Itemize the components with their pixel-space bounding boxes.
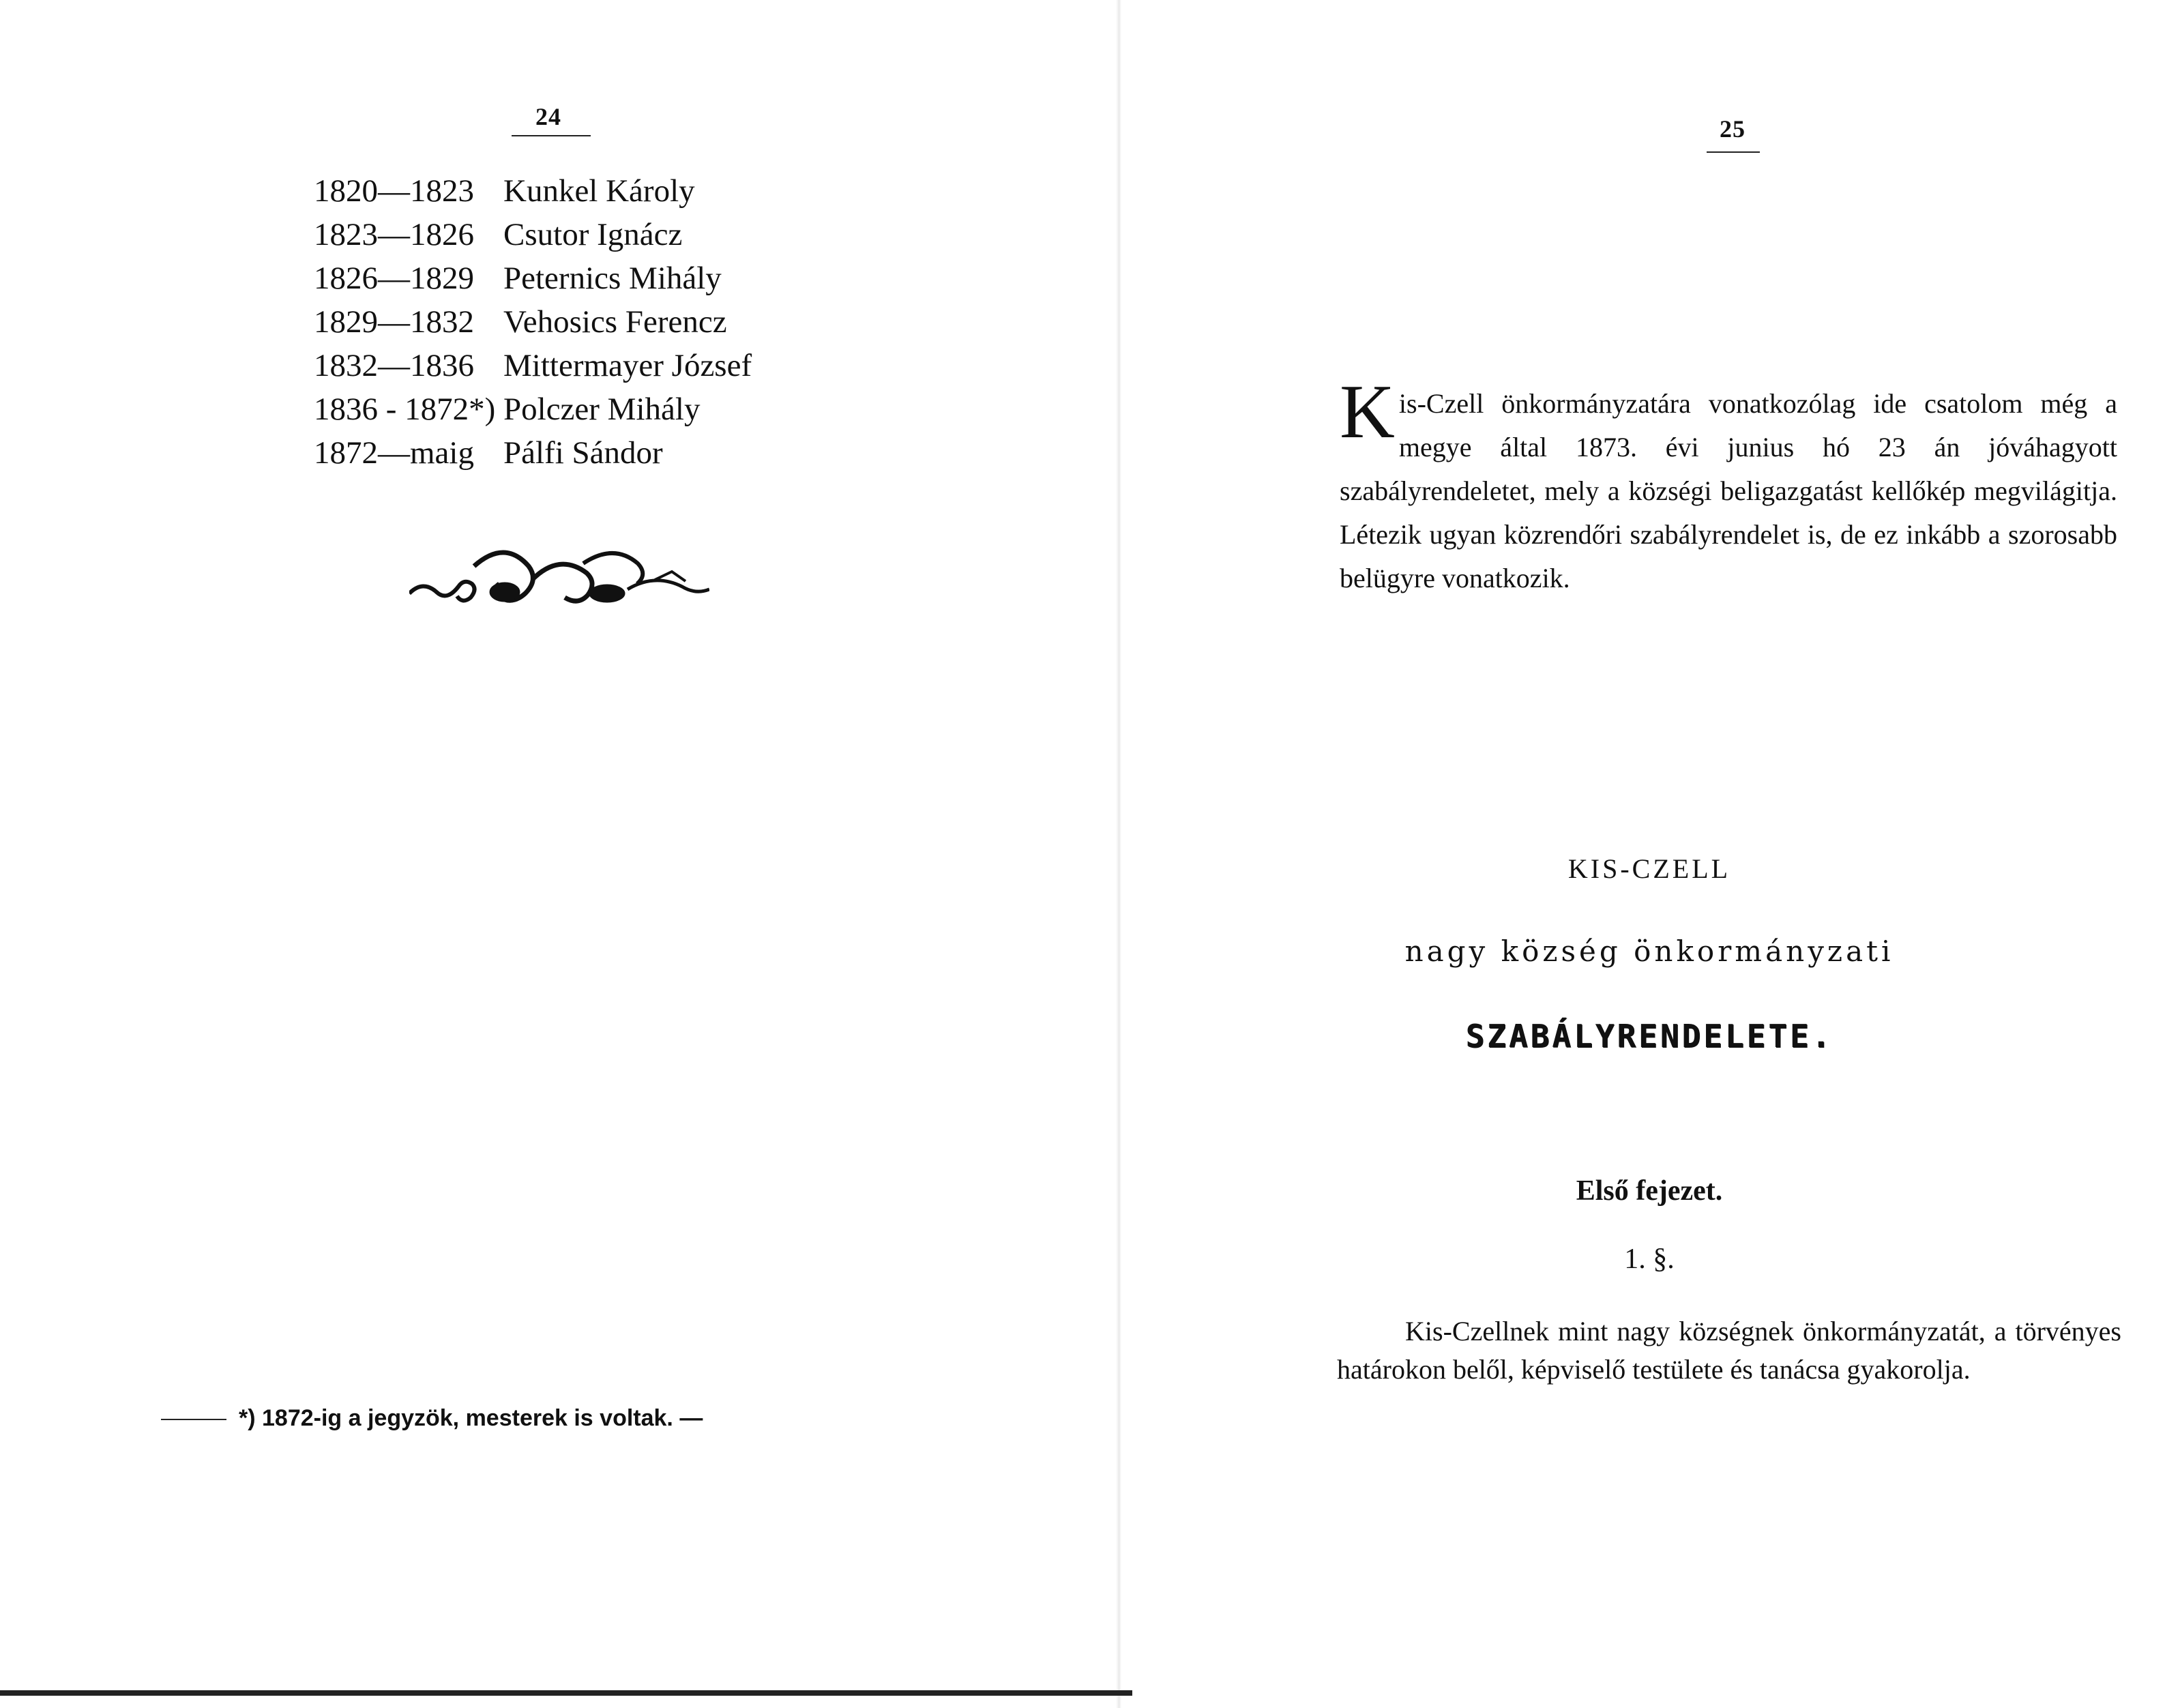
drop-cap: K <box>1340 370 1395 454</box>
term-years: 1829—1832 <box>314 304 474 340</box>
official-name: Kunkel Károly <box>503 173 695 209</box>
term-years: 1823—1826 <box>314 217 474 252</box>
footnote-text: *) 1872-ig a jegyzök, mesterek is voltak. — <box>239 1405 703 1431</box>
official-name: Csutor Ignácz <box>503 217 683 252</box>
page-number: 24 <box>535 103 561 130</box>
page-number-rule <box>1707 151 1760 153</box>
list-item <box>314 213 752 256</box>
chapter-heading: Első fejezet. <box>1576 1175 1723 1207</box>
term-years: 1872—maig <box>314 435 474 471</box>
heading-subtitle: nagy község önkormányzati <box>1404 934 1894 968</box>
term-years: 1832—1836 <box>314 348 474 383</box>
official-name: Vehosics Ferencz <box>503 304 727 340</box>
section-number: 1. §. <box>1624 1243 1675 1275</box>
intro-paragraph <box>1340 370 2117 600</box>
list-item <box>314 387 752 431</box>
list-item <box>314 431 752 475</box>
intro-text: is-Czell önkormányzatára vonatkozólag ide csatolom még a megye által 1873. évi junius hó 23 án jóváhagyott szabályrendeletet, mely a községi beligazgatást kellőkép megvilágitja. Létezik ugyan közrendőri szabályrendelet is, de ez inkább a szorosabb belügyre vonatkozik. <box>1340 388 2117 593</box>
official-name: Peternics Mihály <box>503 261 722 296</box>
list-item <box>314 169 752 213</box>
official-name: Mittermayer József <box>503 348 752 383</box>
officials-list <box>314 169 752 475</box>
term-years: 1836 - 1872*) <box>314 392 496 427</box>
page-number: 25 <box>1720 115 1746 143</box>
official-name: Pálfi Sándor <box>503 435 663 471</box>
heading-title: SZABÁLYRENDELETE. <box>1465 1018 1833 1055</box>
official-name: Polczer Mihály <box>503 392 701 427</box>
right-page <box>1119 0 2180 1708</box>
heading-place: KIS-CZELL <box>1567 853 1731 884</box>
list-item <box>314 256 752 300</box>
term-years: 1826—1829 <box>314 261 474 296</box>
ornament-flourish-icon <box>409 539 709 614</box>
list-item <box>314 344 752 387</box>
list-item <box>314 300 752 344</box>
term-years: 1820—1823 <box>314 173 474 209</box>
section-paragraph: Kis-Czellnek mint nagy községnek önkormányzatát, a törvényes határokon belől, képviselő testülete és tanácsa gyakorolja. <box>1337 1316 2121 1385</box>
page-number-rule <box>512 135 591 136</box>
footnote <box>161 1405 703 1432</box>
footnote-rule <box>161 1419 226 1420</box>
